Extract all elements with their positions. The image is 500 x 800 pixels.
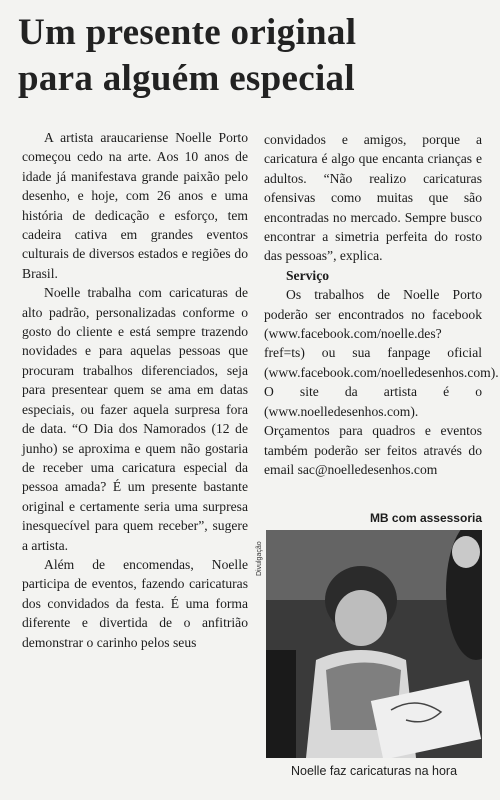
paragraph-caricaturas: Noelle trabalha com caricaturas de alto padrão, personalizadas conforme o gosto do cliente e está sempre trazendo novidades e para aquelas pessoas que procuram trabalhos diferenciados, seja para presentear quem se ama em datas especiais, ou fazer aquela surpresa fora de data. “O Dia dos Namorados (12 de junho) se aproxima e quem não gostaria de receber uma caricatura especial da pessoa amada? É um presente bastante original e certamente seria uma surpresa inesquecível para quem receber”, sugere a artista.: [22, 285, 248, 553]
photo-credit: Divulgação: [256, 541, 263, 576]
left-column: [22, 128, 248, 652]
photo-caption: Noelle faz caricaturas na hora: [290, 764, 458, 778]
paragraph-intro: A artista araucariense Noelle Porto começou cedo na arte. Aos 10 anos de idade já manifestava grande paixão pelo desenho, e hoje, com 26 anos e uma história de dedicação e esforço, tem cadeira cativa em grandes eventos culturais de diversos estados e regiões do Brasil.: [22, 130, 248, 281]
servico-heading: Serviço: [286, 267, 330, 283]
servico-text: Os trabalhos de Noelle Porto poderão ser encontrados no facebook (www.facebook.com/noelle.des?fref=ts) ou sua fanpage oficial (www.facebook.com/noelledesenhos.com). O site da artista é o (www.noelledesenhos.com). Orçamentos para quadros e eventos também poderão ser feitos através do email sac@noelledesenhos.com: [264, 287, 499, 477]
article-credit: MB com assessoria: [369, 511, 482, 525]
headline: [18, 10, 488, 102]
right-column: [264, 130, 499, 479]
article-photo: [266, 530, 482, 758]
paragraph-continuation: convidados e amigos, porque a caricatura é algo que encanta crianças e adultos. “Não realizo caricaturas ofensivas como muitas que são encontradas no mercado. Sempre busco encontrar a simetria perfeita do rosto das pessoas”, explica.: [264, 132, 482, 264]
headline-line-1: Um presente original: [18, 12, 357, 53]
headline-line-2: para alguém especial: [18, 58, 355, 99]
photo-illustration: [266, 530, 482, 758]
paragraph-eventos: Além de encomendas, Noelle participa de eventos, fazendo caricaturas dos convidados da festa. É uma forma diferente e divertida de o anfitrião demonstrar o carinho pelos seus: [22, 556, 248, 650]
